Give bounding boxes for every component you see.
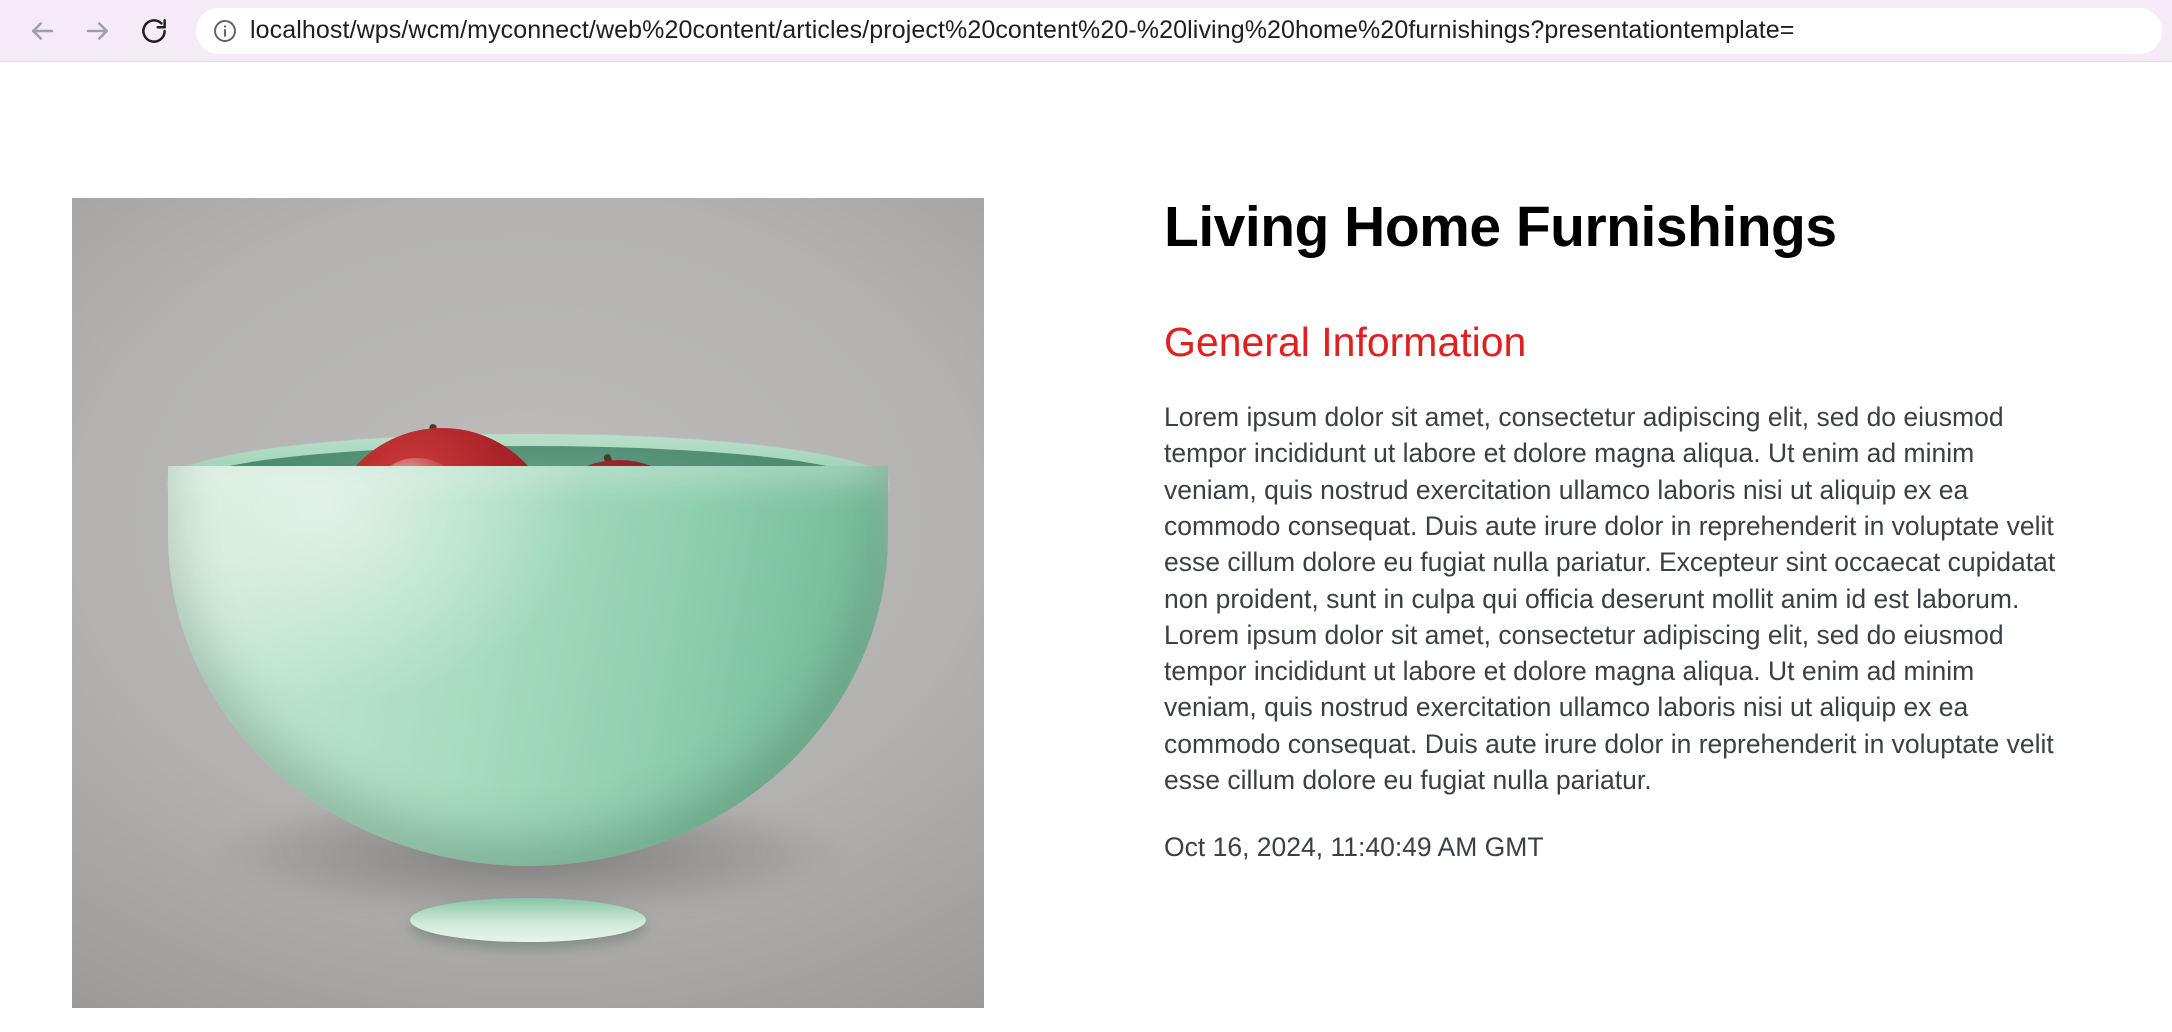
article-body: Lorem ipsum dolor sit amet, consectetur adipiscing elit, sed do eiusmod tempor incididunt ut labore et dolore magna aliqua. Ut enim ad minim veniam, quis nostrud exercitation ullamco laboris nisi ut aliquip ex ea commodo consequat. Duis aute irure dolor in reprehenderit in voluptate velit esse cillum dolore eu fugiat nulla pariatur. Excepteur sint occaecat cupidatat non proident, sunt in culpa qui officia deserunt mollit anim id est laborum. Lorem ipsum dolor sit amet, consectetur adipiscing elit, sed do eiusmod tempor incididunt ut labore et dolore magna aliqua. Ut enim ad minim veniam, quis nostrud exercitation ullamco laboris nisi ut aliquip ex ea commodo consequat. Duis aute irure dolor in reprehenderit in voluptate velit esse cillum dolore eu fugiat nulla pariatur. [1164, 402, 2056, 795]
forward-arrow-icon [83, 16, 113, 46]
bowl-foot [410, 898, 646, 942]
page-content [0, 62, 2172, 1031]
browser-toolbar [0, 0, 2172, 62]
article-image-column [72, 198, 984, 1008]
back-arrow-icon [27, 16, 57, 46]
article-timestamp: Oct 16, 2024, 11:40:49 AM GMT [1164, 832, 1544, 863]
page-title: Living Home Furnishings [1164, 195, 1837, 259]
url-text[interactable]: localhost/wps/wcm/myconnect/web%20content/articles/project%20content%20-%20living%20home%20furnishings?presentationtemplate= [250, 16, 1795, 44]
reload-icon [139, 16, 169, 46]
forward-button[interactable] [70, 3, 126, 59]
article-text-column [984, 195, 2172, 863]
reload-button[interactable] [126, 3, 182, 59]
section-heading: General Information [1164, 318, 1527, 365]
article-layout [0, 62, 2172, 1008]
back-button[interactable] [14, 3, 70, 59]
info-circle-icon[interactable] [212, 18, 238, 44]
article-image [72, 198, 984, 1008]
address-bar[interactable] [196, 8, 2162, 54]
